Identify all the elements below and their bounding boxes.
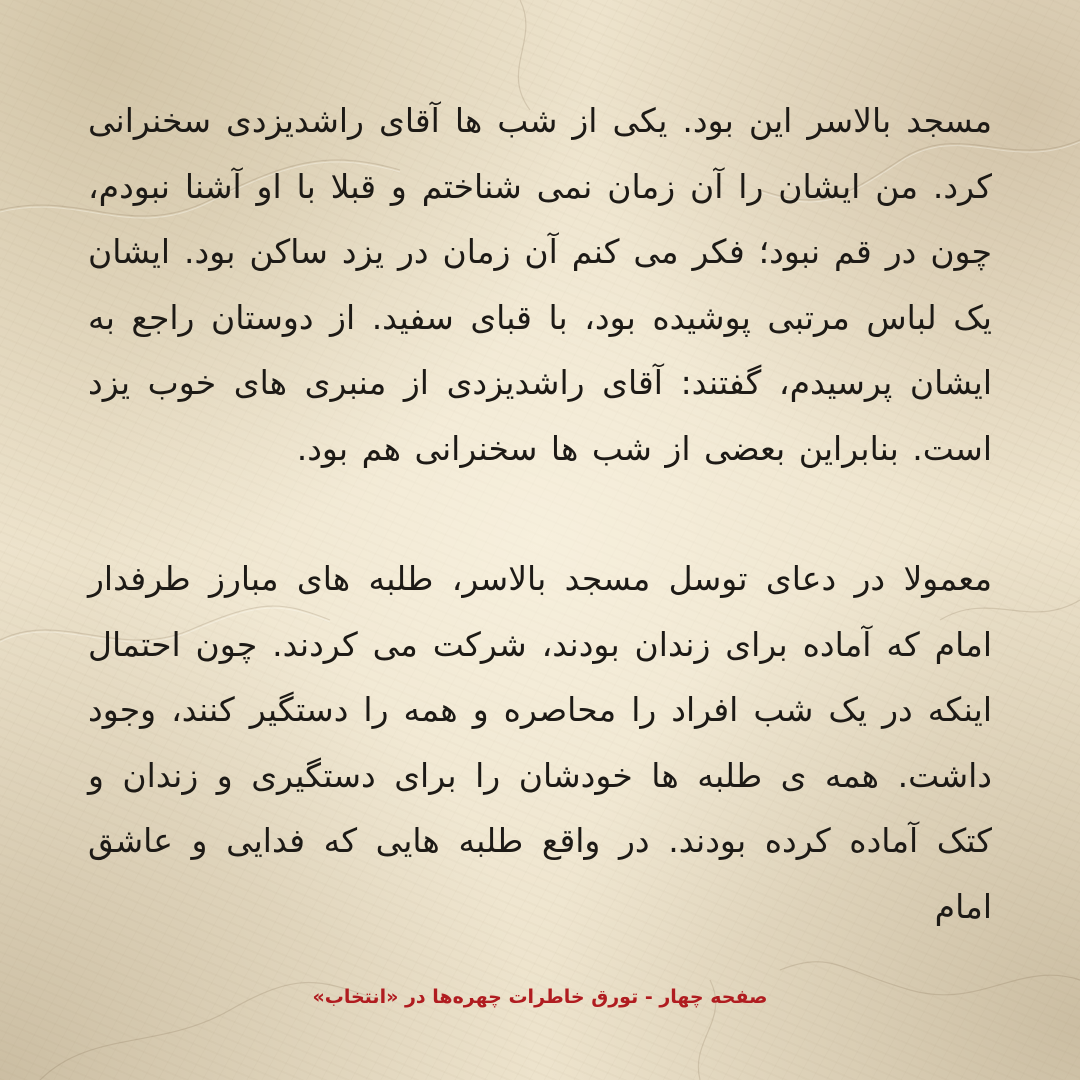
memoir-text-block	[88, 88, 992, 939]
paragraph-2: معمولا در دعای توسل مسجد بالاسر، طلبه های مبارز طرفدار امام که آماده برای زندان بودند، شرکت می کردند. چون احتمال اینکه در یک شب افراد را محاصره و همه را دستگیر کنند، وجود داشت. همه ی طلبه ها خودشان را برای دستگیری و زندان و کتک آماده کرده بودند. در واقع طلبه هایی که فدایی و عاشق امام	[88, 559, 992, 926]
page-caption: صفحه چهار - تورق خاطرات چهره‌ها در «انتخاب»	[312, 986, 768, 1008]
paragraph-1: مسجد بالاسر این بود. یکی از شب ها آقای راشدیزدی سخنرانی کرد. من ایشان را آن زمان نمی شناختم و قبلا با او آشنا نبودم، چون در قم نبود؛ فکر می کنم آن زمان در یزد ساکن بود. ایشان یک لباس مرتبی پوشیده بود، با قبای سفید. از دوستان راجع به ایشان پرسیدم، گفتند: آقای راشدیزدی از منبری های خوب یزد است. بنابراین بعضی از شب ها سخنرانی هم بود.	[88, 101, 992, 468]
